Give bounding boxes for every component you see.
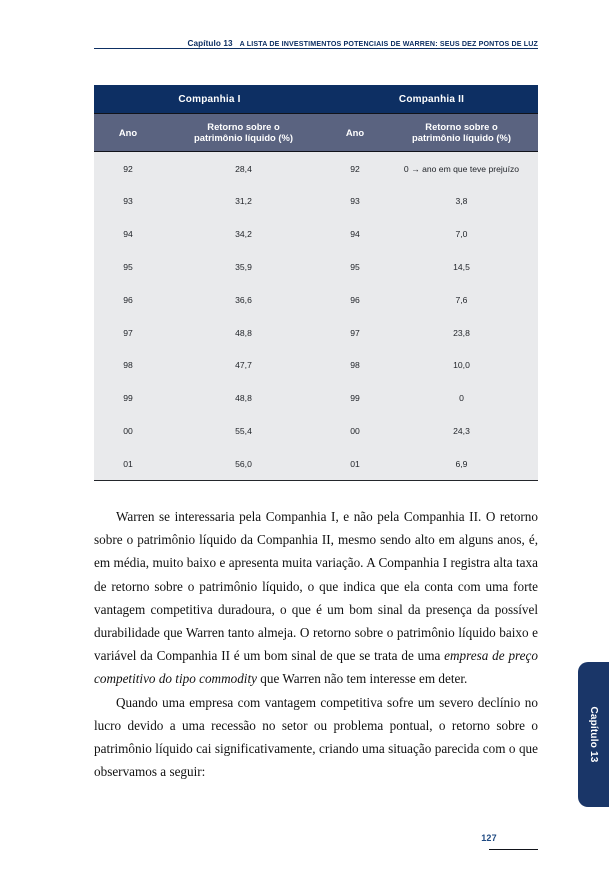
table-row: [94, 218, 538, 251]
cell-retorno-1: 48,8: [162, 316, 325, 349]
paragraph-2: Quando uma empresa com vantagem competitiva sofre um severo declínio no lucro devido a uma recessão no setor ou problema pontual, o retorno sobre o patrimônio líquido cai significativamente, criando uma situação parecida com o que observamos a seguir:: [94, 694, 538, 780]
header-rule: [94, 48, 538, 49]
cell-ano-1: 93: [94, 185, 162, 218]
cell-retorno-2: 6,9: [385, 447, 538, 480]
column-header-retorno-1-line2: patrimônio líquido (%): [194, 132, 293, 144]
chapter-side-tab: [578, 662, 609, 807]
cell-retorno-2: 7,6: [385, 283, 538, 316]
paragraph-1: [94, 505, 538, 691]
cell-retorno-1: 31,2: [162, 185, 325, 218]
cell-retorno-1: 55,4: [162, 415, 325, 448]
table-row: [94, 349, 538, 382]
cell-retorno-2: 7,0: [385, 218, 538, 251]
table-column-header-row: [94, 114, 538, 152]
cell-retorno-1: 34,2: [162, 218, 325, 251]
cell-ano-2: 97: [325, 316, 385, 349]
cell-ano-2: 93: [325, 185, 385, 218]
cell-ano-1: 00: [94, 415, 162, 448]
cell-retorno-2: 0: [385, 382, 538, 415]
cell-retorno-2-note: 0 → ano em que teve prejuízo: [385, 152, 538, 185]
column-header-ano-2: Ano: [325, 114, 385, 152]
cell-retorno-2: 24,3: [385, 415, 538, 448]
table-row: [94, 316, 538, 349]
returns-table: [94, 85, 538, 481]
running-head-chapter: Capítulo 13: [187, 39, 233, 48]
table-row: [94, 152, 538, 185]
cell-retorno-1: 28,4: [162, 152, 325, 185]
folio-rule: [489, 849, 538, 850]
table-row: [94, 283, 538, 316]
table-row: [94, 251, 538, 284]
column-header-retorno-2-line1: Retorno sobre o: [425, 121, 498, 132]
cell-retorno-1: 56,0: [162, 447, 325, 480]
column-header-retorno-2: [385, 114, 538, 152]
cell-ano-1: 95: [94, 251, 162, 284]
column-header-retorno-2-line2: patrimônio líquido (%): [412, 132, 511, 144]
page-number: 127: [481, 833, 497, 843]
paragraph-1-emphasis: empresa de preço competitivo do tipo commodity: [94, 648, 538, 687]
column-header-retorno-1: [162, 114, 325, 152]
cell-ano-2: 92: [325, 152, 385, 185]
column-header-ano-1: Ano: [94, 114, 162, 152]
cell-ano-2: 95: [325, 251, 385, 284]
table-row: [94, 415, 538, 448]
table-body: [94, 152, 538, 481]
table-row: [94, 447, 538, 480]
cell-ano-1: 97: [94, 316, 162, 349]
cell-retorno-1: 35,9: [162, 251, 325, 284]
cell-retorno-2: 3,8: [385, 185, 538, 218]
cell-ano-2: 01: [325, 447, 385, 480]
cell-ano-1: 99: [94, 382, 162, 415]
cell-ano-2: 99: [325, 382, 385, 415]
cell-ano-1: 94: [94, 218, 162, 251]
running-head-title: A LISTA DE INVESTIMENTOS POTENCIAIS DE WARREN: SEUS DEZ PONTOS DE LUZ: [239, 40, 538, 48]
paragraph-1-text-part-2: que Warren não tem interesse em deter.: [256, 671, 468, 687]
cell-retorno-1: 48,8: [162, 382, 325, 415]
cell-ano-1: 01: [94, 447, 162, 480]
cell-retorno-2: 23,8: [385, 316, 538, 349]
cell-retorno-1: 47,7: [162, 349, 325, 382]
table-row: [94, 185, 538, 218]
body-copy: [94, 505, 538, 783]
cell-retorno-1: 36,6: [162, 283, 325, 316]
chapter-side-tab-label: Capítulo 13: [588, 706, 599, 763]
cell-ano-2: 00: [325, 415, 385, 448]
table-row: [94, 382, 538, 415]
column-header-retorno-1-line1: Retorno sobre o: [207, 121, 280, 132]
paragraph-1-text-part-1: Warren se interessaria pela Companhia I, e não pela Companhia II. O retorno sobre o patrimônio líquido da Companhia II, mesmo sendo alto em alguns anos, é, em média, muito baixo e apresenta muita variação. A Companhia I registra alta taxa de retorno sobre o patrimônio líquido, o que indica que ela conta com uma forte vantagem competitiva duradoura, o que é um bom sinal da presença da possível durabilidade que Warren tanto almeja. O retorno sobre o patrimônio líquido baixo e variável da Companhia II é um bom sinal de que se trata de uma: [94, 509, 538, 664]
group-header-companhia-2: Companhia II: [325, 85, 538, 114]
table-group-header-row: [94, 85, 538, 114]
cell-retorno-2: 14,5: [385, 251, 538, 284]
cell-ano-2: 94: [325, 218, 385, 251]
cell-ano-2: 96: [325, 283, 385, 316]
cell-ano-1: 92: [94, 152, 162, 185]
group-header-companhia-1: Companhia I: [94, 85, 325, 114]
cell-ano-2: 98: [325, 349, 385, 382]
cell-ano-1: 98: [94, 349, 162, 382]
cell-ano-1: 96: [94, 283, 162, 316]
cell-retorno-2: 10,0: [385, 349, 538, 382]
